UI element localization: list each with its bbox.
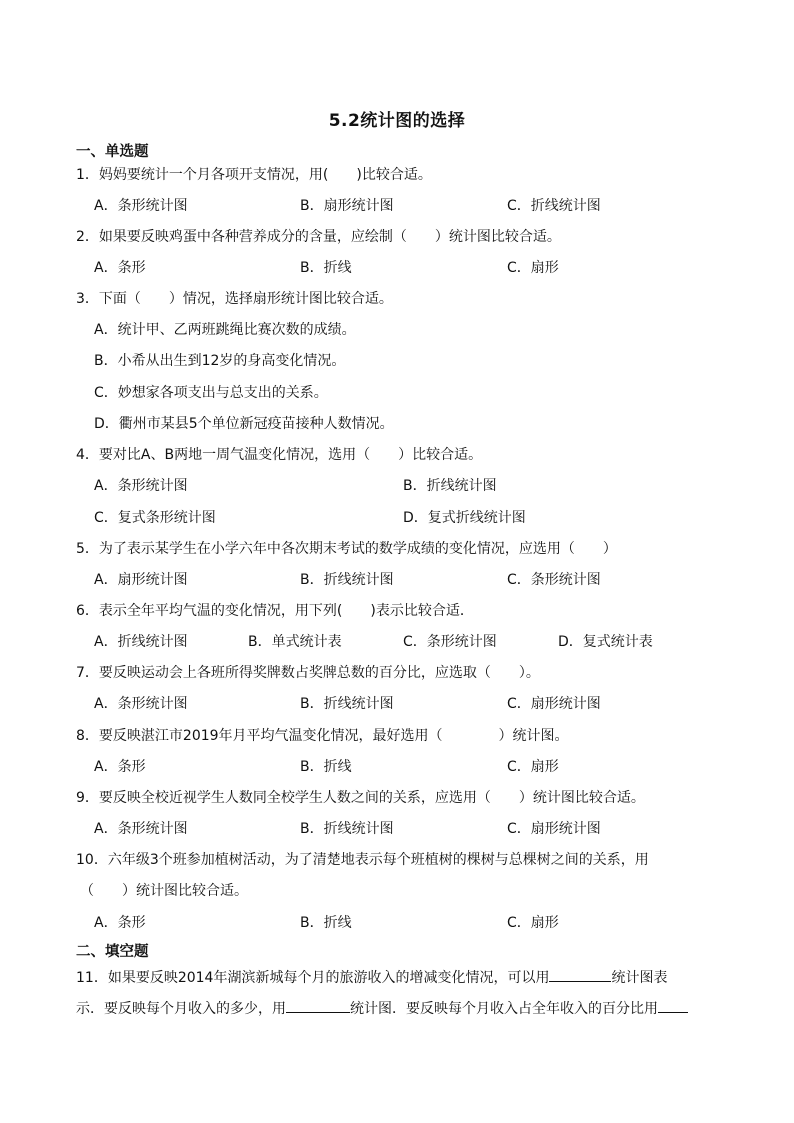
answer-blank-2[interactable]: [286, 997, 350, 1013]
question-6-option-a[interactable]: A．折线统计图: [94, 634, 188, 650]
question-11-text-part2: 统计图表: [611, 970, 668, 986]
question-1-option-b[interactable]: B．扇形统计图: [300, 198, 394, 214]
question-9-option-c[interactable]: C．扇形统计图: [507, 821, 601, 837]
question-6-option-d[interactable]: D．复式统计表: [558, 634, 653, 650]
question-8-option-b[interactable]: B．折线: [300, 759, 352, 775]
question-5-stem: 5．为了表示某学生在小学六年中各次期末考试的数学成绩的变化情况，应选用（ ）: [76, 541, 617, 557]
question-3-stem: 3．下面（ ）情况，选择扇形统计图比较合适。: [76, 291, 393, 307]
question-4-stem: 4．要对比A、B两地一周气温变化情况，选用（ ）比较合适。: [76, 447, 483, 463]
question-1-stem: 1．妈妈要统计一个月各项开支情况，用( )比较合适。: [76, 167, 432, 183]
question-11-text-part4: 统计图．要反映每个月收入占全年收入的百分比用: [350, 1001, 658, 1017]
question-7-option-c[interactable]: C．扇形统计图: [507, 696, 601, 712]
question-6-option-c[interactable]: C．条形统计图: [403, 634, 497, 650]
question-2-stem: 2．如果要反映鸡蛋中各种营养成分的含量，应绘制（ ）统计图比较合适。: [76, 229, 561, 245]
question-10-option-c[interactable]: C．扇形: [507, 915, 559, 931]
answer-blank-1[interactable]: [549, 966, 611, 982]
question-11-text-part3: 示．要反映每个月收入的多少，用: [76, 1001, 286, 1017]
question-9-stem: 9．要反映全校近视学生人数同全校学生人数之间的关系，应选用（ ）统计图比较合适。: [76, 790, 645, 806]
question-4-option-b[interactable]: B．折线统计图: [403, 478, 497, 494]
answer-blank-3[interactable]: [658, 997, 688, 1013]
question-8-option-a[interactable]: A．条形: [94, 759, 146, 775]
page-title: 5.2统计图的选择: [328, 111, 466, 131]
question-1-option-a[interactable]: A．条形统计图: [94, 198, 188, 214]
question-3-option-d[interactable]: D．衢州市某县5个单位新冠疫苗接种人数情况。: [94, 416, 394, 432]
question-1-option-c[interactable]: C．折线统计图: [507, 198, 601, 214]
question-3-option-b[interactable]: B．小希从出生到12岁的身高变化情况。: [94, 353, 346, 369]
question-4-option-c[interactable]: C．复式条形统计图: [94, 510, 216, 526]
question-4-option-d[interactable]: D．复式折线统计图: [403, 510, 526, 526]
question-11-line-2: [76, 997, 688, 1019]
section-heading-single-choice: 一、单选题: [76, 144, 149, 160]
question-10-stem-continued: （ ）统计图比较合适。: [80, 883, 248, 899]
question-4-option-a[interactable]: A．条形统计图: [94, 478, 188, 494]
question-2-option-b[interactable]: B．折线: [300, 260, 352, 276]
question-11-line-1: [76, 966, 667, 988]
section-heading-fill-blank: 二、填空题: [76, 944, 149, 960]
question-3-option-c[interactable]: C．妙想家各项支出与总支出的关系。: [94, 385, 328, 401]
question-2-option-c[interactable]: C．扇形: [507, 260, 559, 276]
question-7-stem: 7．要反映运动会上各班所得奖牌数占奖牌总数的百分比，应选取（ ）。: [76, 665, 540, 681]
question-7-option-b[interactable]: B．折线统计图: [300, 696, 394, 712]
question-5-option-a[interactable]: A．扇形统计图: [94, 572, 188, 588]
question-10-option-b[interactable]: B．折线: [300, 915, 352, 931]
question-7-option-a[interactable]: A．条形统计图: [94, 696, 188, 712]
question-11-text-part1: 11．如果要反映2014年湖滨新城每个月的旅游收入的增减变化情况，可以用: [76, 970, 550, 986]
question-2-option-a[interactable]: A．条形: [94, 260, 146, 276]
question-5-option-b[interactable]: B．折线统计图: [300, 572, 394, 588]
question-9-option-b[interactable]: B．折线统计图: [300, 821, 394, 837]
question-8-option-c[interactable]: C．扇形: [507, 759, 559, 775]
question-10-option-a[interactable]: A．条形: [94, 915, 146, 931]
question-10-stem: 10．六年级3个班参加植树活动，为了清楚地表示每个班植树的棵树与总棵树之间的关系，用: [76, 852, 649, 868]
question-9-option-a[interactable]: A．条形统计图: [94, 821, 188, 837]
question-6-option-b[interactable]: B．单式统计表: [248, 634, 342, 650]
question-3-option-a[interactable]: A．统计甲、乙两班跳绳比赛次数的成绩。: [94, 322, 356, 338]
question-6-stem: 6．表示全年平均气温的变化情况，用下列( )表示比较合适．: [76, 603, 474, 619]
question-8-stem: 8．要反映湛江市2019年月平均气温变化情况，最好选用（ ）统计图。: [76, 728, 569, 744]
question-5-option-c[interactable]: C．条形统计图: [507, 572, 601, 588]
